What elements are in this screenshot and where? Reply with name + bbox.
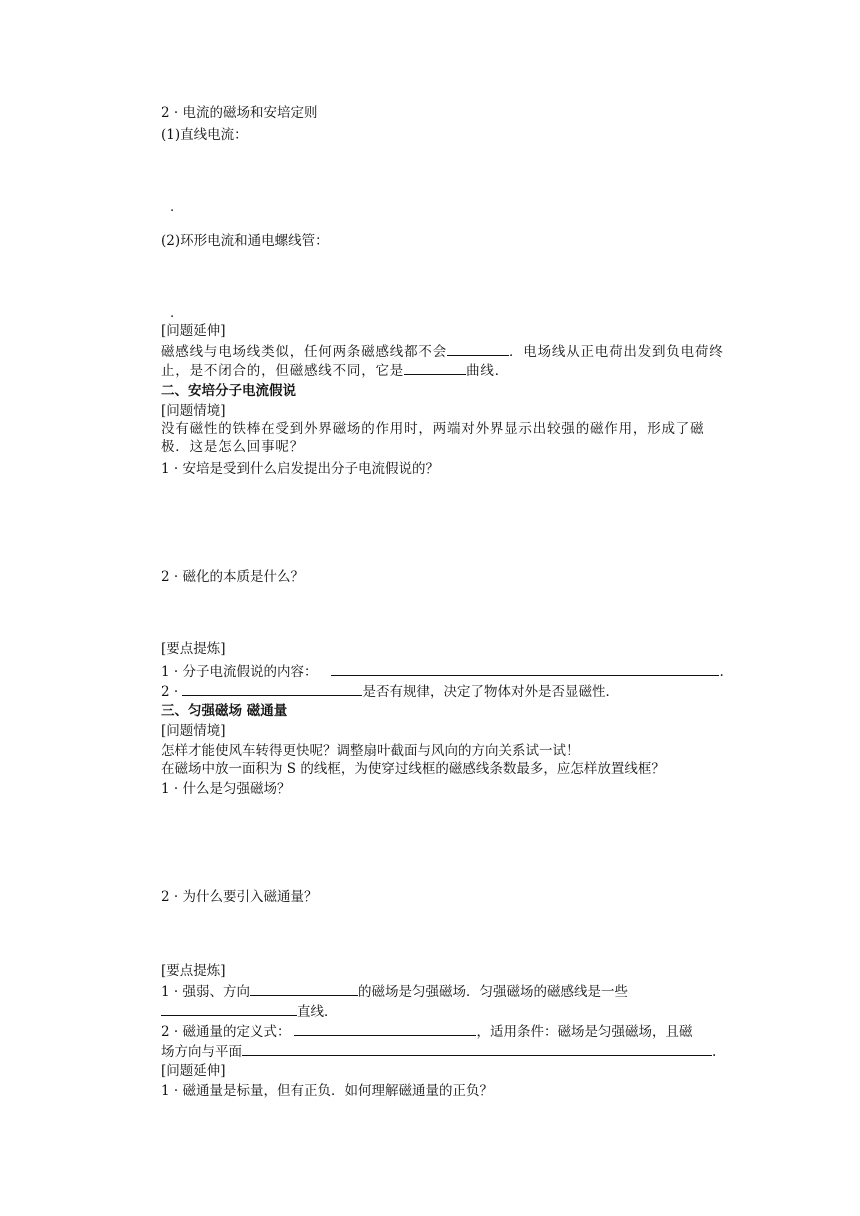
situation-paragraph-windmill: 怎样才能使风车转得更快呢？调整扇叶截面与风向的方向关系试一试！ — [161, 743, 580, 759]
section-title-ampere: 二、安培分子电流假说 — [161, 383, 296, 399]
item-straight-current: (1)直线电流： — [161, 127, 248, 143]
key1-2-prefix: 2 · — [161, 684, 183, 700]
blank-closed — [404, 361, 466, 375]
blank-everywhere-same — [250, 982, 358, 996]
key2-2-text: ，适用条件：磁场是匀强磁场，且磁 — [476, 1024, 693, 1040]
extension-heading-1: [问题延伸] — [161, 323, 226, 339]
blank-flux-formula — [294, 1022, 476, 1036]
key1-1-text: 1 · 分子电流假说的内容： — [161, 664, 318, 680]
key2-2-cont: 场方向与平面 — [161, 1044, 242, 1060]
blank-intersect — [447, 342, 509, 356]
section-title-uniform-field: 三、匀强磁场 磁通量 — [161, 703, 288, 719]
blank-hypothesis — [331, 662, 719, 676]
key-points-heading-1: [要点提炼] — [161, 641, 226, 657]
blank-perpendicular — [242, 1042, 712, 1056]
key1-2-text: 是否有规律，决定了物体对外是否显磁性． — [362, 684, 619, 700]
extension-paragraph-1 — [161, 342, 731, 380]
question-flux-sign: 1 · 磁通量是标量，但有正负．如何理解磁通量的正负？ — [161, 1083, 493, 1099]
blank-regularity — [182, 682, 362, 696]
situation-paragraph-frame: 在磁场中放一面积为 S 的线框，为使穿过线框的磁感线条数最多，应怎样放置线框？ — [161, 761, 665, 777]
blank-parallel-equidistant — [161, 1002, 297, 1016]
situation-paragraph-1: 没有磁性的铁棒在受到外界磁场的作用时，两端对外界显示出较强的磁作用，形成了磁极．这是怎么回事呢？ — [161, 421, 705, 455]
key2-1-text: 的磁场是匀强磁场．匀强磁场的磁感线是一些 — [357, 984, 628, 1000]
key2-2-end: . — [712, 1044, 717, 1060]
ext1-text-a: 磁感线与电场线类似，任何两条磁感线都不会 — [161, 344, 447, 360]
key-point-regularity — [161, 682, 619, 701]
ext1-text-c: 曲线． — [466, 363, 510, 379]
key2-1-prefix: 1 · 强弱、方向 — [161, 984, 250, 1000]
question-uniform-field: 1 · 什么是匀强磁场？ — [161, 781, 291, 797]
answer-dot-2: . — [170, 306, 175, 321]
situation-heading-1: [问题情境] — [161, 403, 226, 419]
key-point-flux-definition — [161, 1022, 692, 1041]
question-flux: 2 · 为什么要引入磁通量？ — [161, 889, 318, 905]
key1-1-end: . — [719, 664, 724, 680]
extension-heading-2: [问题延伸] — [161, 1063, 226, 1079]
section-2-title: 2 · 电流的磁场和安培定则 — [161, 105, 318, 121]
key2-2-prefix: 2 · 磁通量的定义式： — [161, 1024, 291, 1040]
key-point-uniform-field-cont — [161, 1002, 338, 1021]
key-point-uniform-field — [161, 982, 628, 1001]
ext1-text-b: ．电场线从正电荷出发到负电荷终止，是不闭合的，但磁感线不同，它是 — [161, 344, 724, 379]
item-ring-current: (2)环形电流和通电螺线管： — [161, 233, 329, 249]
answer-dot-1: . — [170, 200, 175, 215]
key-point-hypothesis — [161, 662, 724, 681]
key-points-heading-2: [要点提炼] — [161, 963, 226, 979]
situation-heading-2: [问题情境] — [161, 723, 226, 739]
question-magnetization: 2 · 磁化的本质是什么？ — [161, 569, 304, 585]
question-ampere-inspiration: 1 · 安培是受到什么启发提出分子电流假说的？ — [161, 461, 439, 477]
key2-1-end: 直线． — [297, 1004, 338, 1020]
key-point-flux-condition — [161, 1042, 716, 1061]
